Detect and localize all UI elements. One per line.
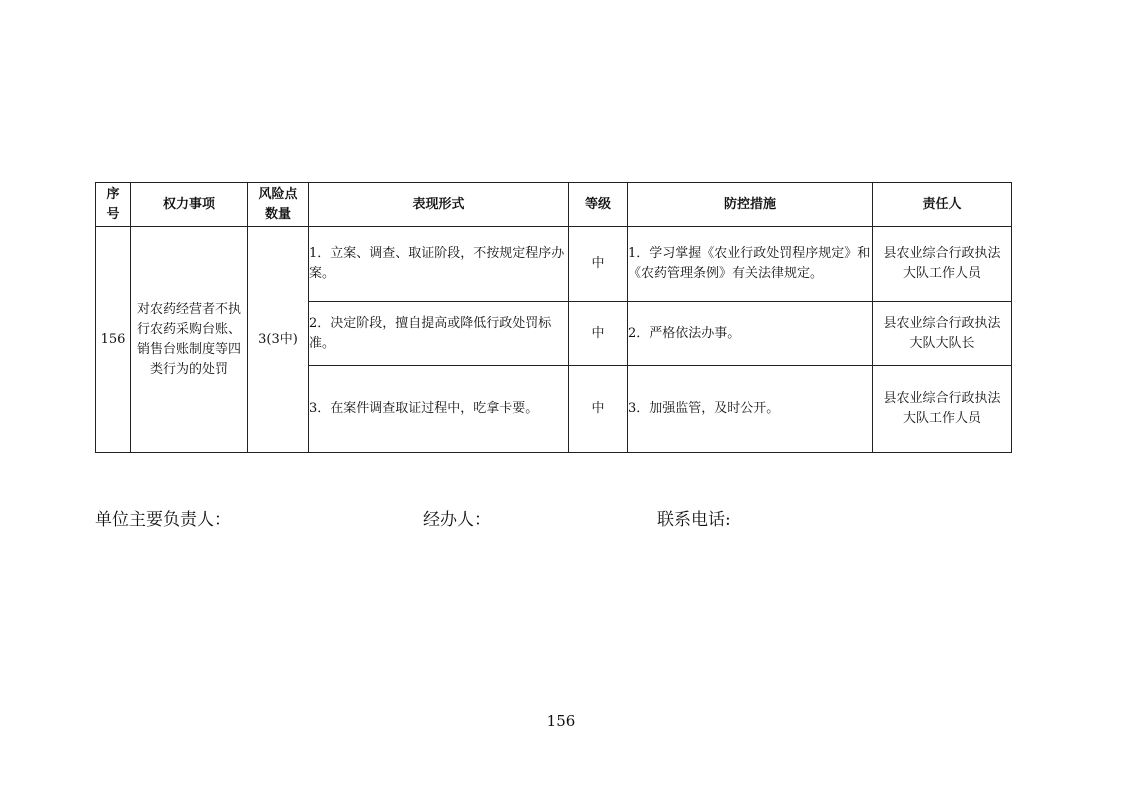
risk-count-cell: 3(3中) [248,227,309,453]
manifestation-cell: 2．决定阶段，擅自提高或降低行政处罚标准。 [309,302,569,366]
measures-cell: 1．学习掌握《农业行政处罚程序规定》和《农药管理条例》有关法律规定。 [628,227,873,302]
header-manifestation: 表现形式 [309,183,569,227]
manifestation-cell: 1．立案、调查、取证阶段，不按规定程序办案。 [309,227,569,302]
table-row [96,227,1012,302]
signature-row [0,505,1122,531]
phone-label: 联系电话: [657,510,731,530]
handler-signature-label: 经办人： [423,510,491,530]
header-responsible: 责任人 [873,183,1012,227]
header-measures: 防控措施 [628,183,873,227]
seq-cell: 156 [96,227,131,453]
responsible-cell: 县农业综合行政执法大队大队长 [873,302,1012,366]
leader-signature-label: 单位主要负责人： [95,510,231,530]
measures-cell: 2．严格依法办事。 [628,302,873,366]
table-header-row [96,183,1012,227]
responsible-cell: 县农业综合行政执法大队工作人员 [873,227,1012,302]
manifestation-cell: 3．在案件调查取证过程中，吃拿卡要。 [309,366,569,453]
level-cell: 中 [569,366,628,453]
item-cell: 对农药经营者不执行农药采购台账、销售台账制度等四类行为的处罚 [131,227,248,453]
risk-control-table [95,182,1012,453]
header-level: 等级 [569,183,628,227]
page-number: 156 [546,712,576,730]
level-cell: 中 [569,227,628,302]
header-risk-count: 风险点 数量 [248,183,309,227]
responsible-cell: 县农业综合行政执法大队工作人员 [873,366,1012,453]
header-item: 权力事项 [131,183,248,227]
level-cell: 中 [569,302,628,366]
measures-cell: 3．加强监管，及时公开。 [628,366,873,453]
header-seq: 序 号 [96,183,131,227]
